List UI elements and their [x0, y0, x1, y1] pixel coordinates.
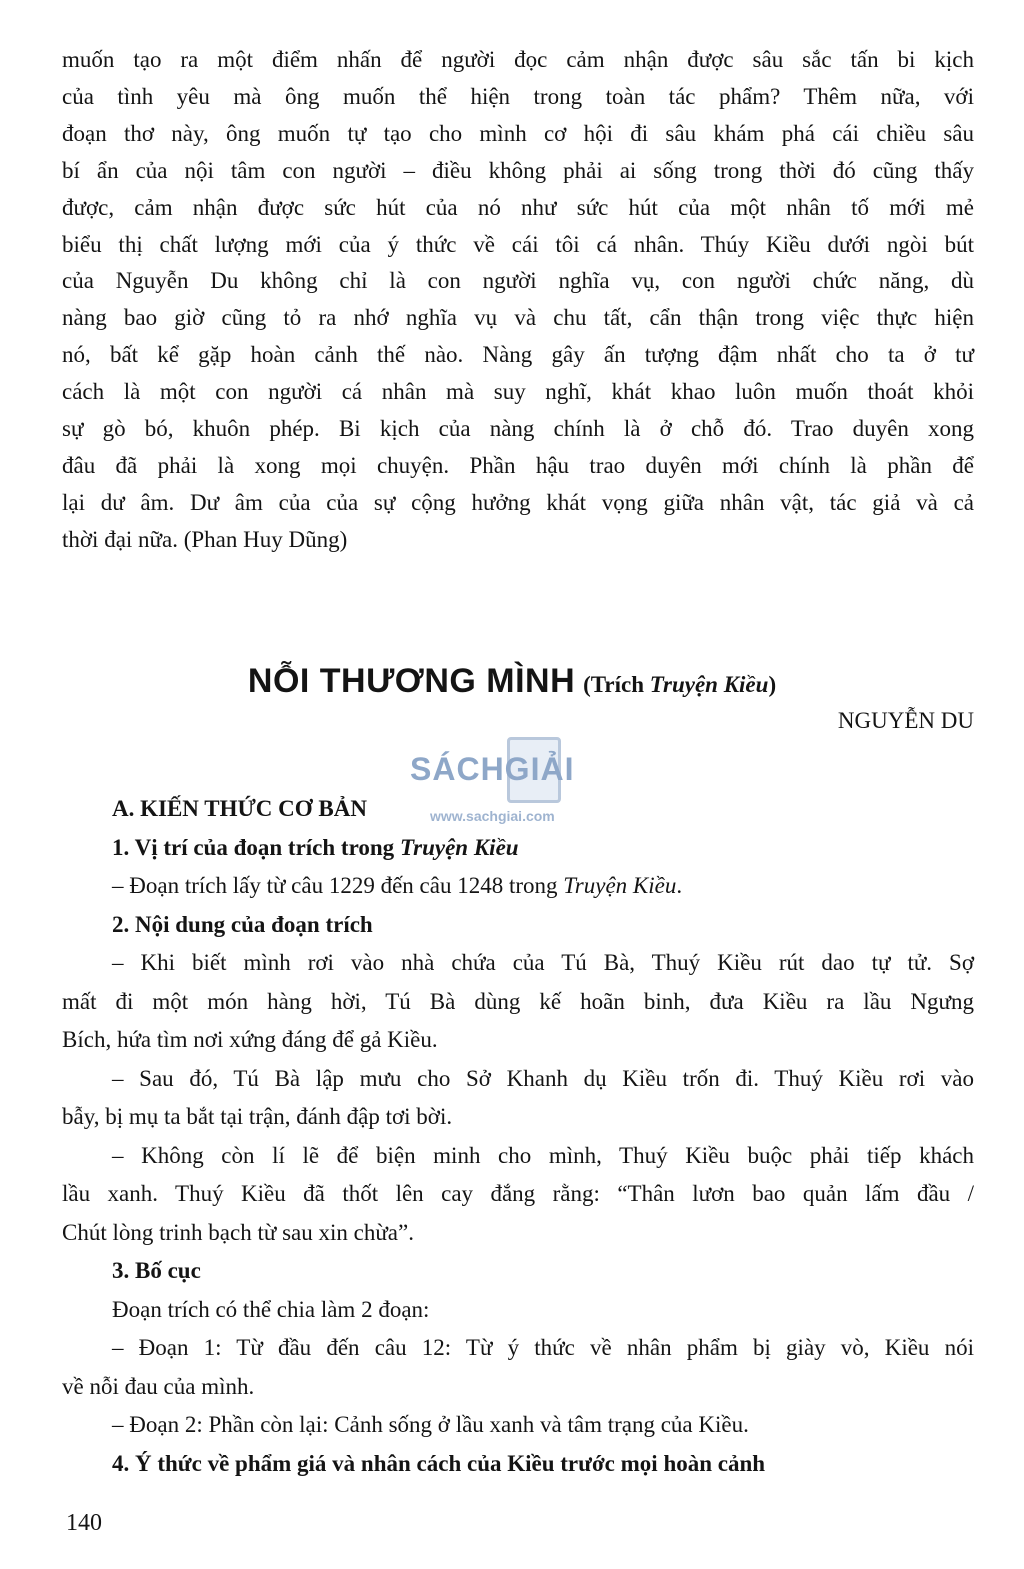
heading-dignity: 4. Ý thức về phẩm giá và nhân cách của Kiều trước mọi hoàn cảnh	[112, 1450, 766, 1476]
paragraph-part-1: – Đoạn 1: Từ đầu đến câu 12: Từ ý thức về nhân phẩm bị giày vò, Kiều nói về nỗi đau của mình.	[62, 1335, 974, 1399]
text-line: được, cảm nhận được sức hút của nó như sức hút của một nhân tố mới mẻ	[62, 194, 974, 220]
author-name: NGUYỄN DU	[837, 708, 974, 733]
paragraph-content-1: – Khi biết mình rơi vào nhà chứa của Tú Bà, Thuý Kiều rút dao tự tử. Sợ mất đi một món hàng hời, Tú Bà dùng kế hoãn binh, đưa Kiều ra lầu Ngưng Bích, hứa tìm nơi xứng đáng để gả Kiều.	[62, 950, 974, 1052]
text-line: nàng bao giờ cũng tỏ ra nhớ nghĩa vụ và chu tất, cẩn thận trong việc thực hiện	[62, 305, 974, 331]
text-line: lại dư âm. Dư âm của của sự cộng hưởng khát vọng giữa nhân vật, tác giả và cả	[62, 489, 974, 515]
watermark-text: SÁCHGIẢI	[410, 751, 575, 787]
title-main: NỖI THƯƠNG MÌNH	[247, 662, 576, 700]
heading-content: 2. Nội dung của đoạn trích	[112, 911, 373, 937]
text-line: của Nguyễn Du không chỉ là con người nghĩa vụ, con người chức năng, dù	[62, 268, 974, 294]
heading-structure: 3. Bố cục	[112, 1258, 201, 1283]
page-number: 140	[66, 1510, 102, 1536]
section-heading-a: A. KIẾN THỨC CƠ BẢN	[112, 796, 367, 821]
text-line: đoạn thơ này, ông muốn tự tạo cho mình cơ hội đi sâu khám phá cái chiều sâu	[62, 120, 974, 146]
title-subtitle: (Trích Truyện Kiều)	[583, 672, 777, 697]
heading-position: 1. Vị trí của đoạn trích trong Truyện Kiều	[112, 834, 519, 860]
paragraph-position: – Đoạn trích lấy từ câu 1229 đến câu 1248 trong Truyện Kiều.	[112, 873, 683, 898]
watermark-url: www.sachgiai.com	[430, 808, 555, 824]
paragraph-structure: Đoạn trích có thể chia làm 2 đoạn:	[112, 1296, 430, 1322]
chapter-title	[0, 662, 1024, 701]
knowledge-section	[62, 790, 974, 1483]
text-line: sự gò bó, khuôn phép. Bi kịch của nàng chính là ở chỗ đó. Trao duyên xong	[62, 416, 974, 442]
text-line: biểu thị chất lượng mới của ý thức về cái tôi cá nhân. Thúy Kiều dưới ngòi bút	[62, 231, 974, 257]
intro-paragraph	[62, 42, 974, 559]
text-line: thời đại nữa. (Phan Huy Dũng)	[62, 526, 348, 552]
text-line: đâu đã phải là xong mọi chuyện. Phần hậu trao duyên mới chính là phần để	[62, 452, 974, 478]
paragraph-content-3: – Không còn lí lẽ để biện minh cho mình, Thuý Kiều buộc phải tiếp khách lầu xanh. Thuý Kiều đã thốt lên cay đắng rằng: “Thân lươn bao quản lấm đầu / Chút lòng trinh bạch từ sau xin chừa”.	[62, 1142, 974, 1245]
text-line: muốn tạo ra một điểm nhấn để người đọc cảm nhận được sâu sắc tấn bi kịch	[62, 47, 974, 72]
paragraph-part-2: – Đoạn 2: Phần còn lại: Cảnh sống ở lầu xanh và tâm trạng của Kiều.	[112, 1412, 749, 1437]
paragraph-content-2: – Sau đó, Tú Bà lập mưu cho Sở Khanh dụ Kiều trốn đi. Thuý Kiều rơi vào bẫy, bị mụ ta bắt tại trận, đánh đập tơi bời.	[62, 1065, 974, 1129]
text-line: cách là một con người cá nhân mà suy nghĩ, khát khao luôn muốn thoát khỏi	[62, 379, 974, 405]
text-line: nó, bất kể gặp hoàn cảnh thế nào. Nàng gây ấn tượng đậm nhất cho ta ở tư	[62, 342, 974, 368]
text-line: của tình yêu mà ông muốn thể hiện trong toàn tác phẩm? Thêm nữa, với	[62, 83, 974, 109]
text-line: bí ẩn của nội tâm con người – điều không phải ai sống trong thời đó cũng thấy	[62, 157, 974, 183]
